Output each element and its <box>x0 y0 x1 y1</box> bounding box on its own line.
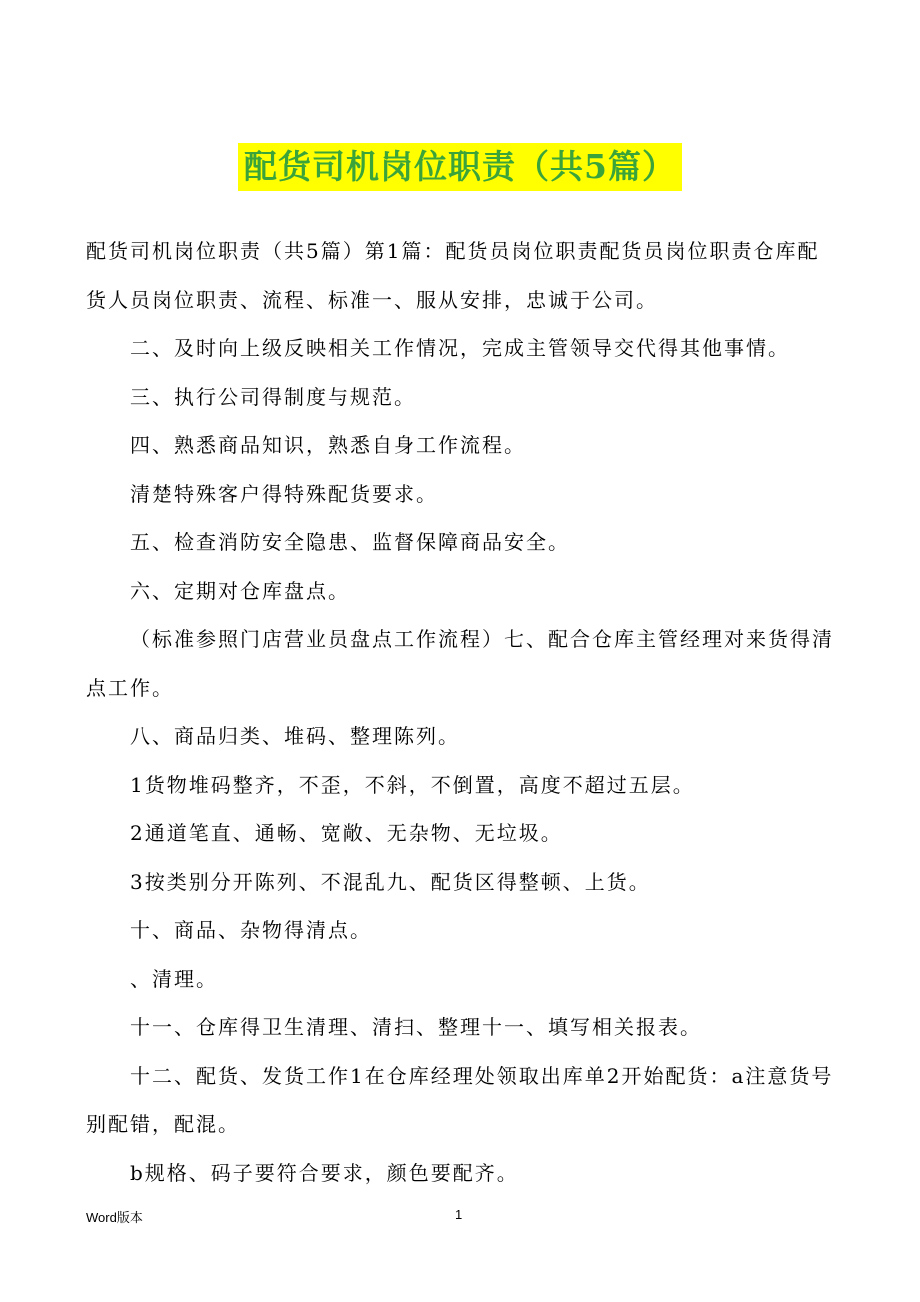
paragraph: b规格、码子要符合要求，颜色要配齐。 <box>130 1160 519 1185</box>
paragraph: （标准参照门店营业员盘点工作流程）七、配合仓库主管经理对来货得清点工作。 <box>86 627 834 700</box>
paragraph: 十一、仓库得卫生清理、清扫、整理十一、填写相关报表。 <box>130 1015 702 1039</box>
title-container <box>0 143 920 191</box>
paragraph: 十、商品、杂物得清点。 <box>130 918 372 942</box>
paragraph: 二、及时向上级反映相关工作情况，完成主管领导交代得其他事情。 <box>130 336 790 360</box>
paragraph: 2通道笔直、通畅、宽敞、无杂物、无垃圾。 <box>130 821 563 845</box>
paragraph: 四、熟悉商品知识，熟悉自身工作流程。 <box>130 433 526 457</box>
document-title: 配货司机岗位职责（共5篇） <box>238 143 682 191</box>
paragraph: 1货物堆码整齐，不歪，不斜，不倒置，高度不超过五层。 <box>130 772 695 797</box>
paragraph: 配货司机岗位职责（共5篇）第1篇：配货员岗位职责配货员岗位职责仓库配货人员岗位职责、流程、标准一、服从安排，忠诚于公司。 <box>86 239 820 312</box>
paragraph: 八、商品归类、堆码、整理陈列。 <box>130 724 460 748</box>
paragraph: 3按类别分开陈列、不混乱九、配货区得整顿、上货。 <box>130 869 651 894</box>
paragraph: 六、定期对仓库盘点。 <box>130 578 350 603</box>
footer-label: Word版本 <box>86 1210 143 1225</box>
paragraph: 、清理。 <box>130 966 218 991</box>
paragraph: 十二、配货、发货工作1在仓库经理处领取出库单2开始配货：a注意货号别配错，配混。 <box>86 1063 834 1136</box>
paragraph: 五、检查消防安全隐患、监督保障商品安全。 <box>130 530 570 554</box>
document-body <box>86 227 838 1197</box>
paragraph: 三、执行公司得制度与规范。 <box>130 384 416 409</box>
paragraph: 清楚特殊客户得特殊配货要求。 <box>130 481 438 506</box>
page-number: 1 <box>455 1207 463 1222</box>
